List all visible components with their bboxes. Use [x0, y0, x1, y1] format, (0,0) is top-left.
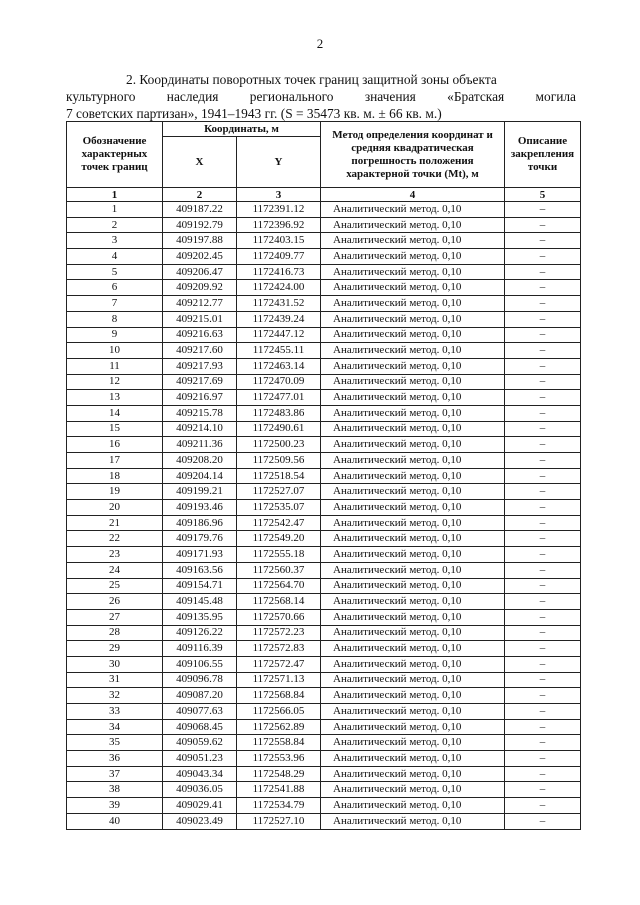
table-row — [67, 500, 581, 516]
description-cell: – — [505, 264, 581, 280]
x-coordinate: 409215.01 — [163, 311, 237, 327]
y-coordinate: 1172571.13 — [237, 672, 321, 688]
table-row — [67, 704, 581, 720]
table-row — [67, 578, 581, 594]
description-cell: – — [505, 766, 581, 782]
description-cell: – — [505, 735, 581, 751]
method-cell: Аналитический метод. 0,10 — [321, 374, 505, 390]
point-number: 38 — [67, 782, 163, 798]
description-cell: – — [505, 327, 581, 343]
y-coordinate: 1172509.56 — [237, 453, 321, 469]
y-coordinate: 1172477.01 — [237, 390, 321, 406]
method-cell: Аналитический метод. 0,10 — [321, 515, 505, 531]
method-cell: Аналитический метод. 0,10 — [321, 641, 505, 657]
point-number: 26 — [67, 594, 163, 610]
header-x: X — [163, 137, 237, 188]
column-number: 4 — [321, 188, 505, 202]
method-cell: Аналитический метод. 0,10 — [321, 264, 505, 280]
description-cell: – — [505, 547, 581, 563]
table-row — [67, 374, 581, 390]
description-cell: – — [505, 704, 581, 720]
method-cell: Аналитический метод. 0,10 — [321, 547, 505, 563]
y-coordinate: 1172470.09 — [237, 374, 321, 390]
x-coordinate: 409211.36 — [163, 437, 237, 453]
description-cell: – — [505, 515, 581, 531]
method-cell: Аналитический метод. 0,10 — [321, 437, 505, 453]
point-number: 22 — [67, 531, 163, 547]
x-coordinate: 409187.22 — [163, 202, 237, 218]
table-row — [67, 798, 581, 814]
x-coordinate: 409216.97 — [163, 390, 237, 406]
table-row — [67, 594, 581, 610]
x-coordinate: 409163.56 — [163, 562, 237, 578]
table-row — [67, 656, 581, 672]
x-coordinate: 409023.49 — [163, 813, 237, 829]
y-coordinate: 1172568.84 — [237, 688, 321, 704]
method-cell: Аналитический метод. 0,10 — [321, 202, 505, 218]
table-row — [67, 562, 581, 578]
method-cell: Аналитический метод. 0,10 — [321, 296, 505, 312]
x-coordinate: 409135.95 — [163, 609, 237, 625]
table-row — [67, 233, 581, 249]
method-cell: Аналитический метод. 0,10 — [321, 656, 505, 672]
description-cell: – — [505, 688, 581, 704]
description-cell: – — [505, 249, 581, 265]
description-cell: – — [505, 798, 581, 814]
description-cell: – — [505, 641, 581, 657]
method-cell: Аналитический метод. 0,10 — [321, 594, 505, 610]
x-coordinate: 409126.22 — [163, 625, 237, 641]
point-number: 20 — [67, 500, 163, 516]
point-number: 30 — [67, 656, 163, 672]
point-number: 6 — [67, 280, 163, 296]
method-cell: Аналитический метод. 0,10 — [321, 625, 505, 641]
description-cell: – — [505, 484, 581, 500]
header-y: Y — [237, 137, 321, 188]
table-row — [67, 484, 581, 500]
y-coordinate: 1172568.14 — [237, 594, 321, 610]
method-cell: Аналитический метод. 0,10 — [321, 766, 505, 782]
y-coordinate: 1172431.52 — [237, 296, 321, 312]
description-cell: – — [505, 782, 581, 798]
x-coordinate: 409106.55 — [163, 656, 237, 672]
method-cell: Аналитический метод. 0,10 — [321, 390, 505, 406]
point-number: 28 — [67, 625, 163, 641]
x-coordinate: 409216.63 — [163, 327, 237, 343]
table-row — [67, 217, 581, 233]
y-coordinate: 1172463.14 — [237, 358, 321, 374]
y-coordinate: 1172572.83 — [237, 641, 321, 657]
x-coordinate: 409171.93 — [163, 547, 237, 563]
point-number: 32 — [67, 688, 163, 704]
method-cell: Аналитический метод. 0,10 — [321, 813, 505, 829]
description-cell: – — [505, 421, 581, 437]
method-cell: Аналитический метод. 0,10 — [321, 719, 505, 735]
point-number: 27 — [67, 609, 163, 625]
x-coordinate: 409217.69 — [163, 374, 237, 390]
description-cell: – — [505, 531, 581, 547]
point-number: 34 — [67, 719, 163, 735]
table-row — [67, 751, 581, 767]
y-coordinate: 1172500.23 — [237, 437, 321, 453]
point-number: 15 — [67, 421, 163, 437]
x-coordinate: 409209.92 — [163, 280, 237, 296]
x-coordinate: 409204.14 — [163, 468, 237, 484]
method-cell: Аналитический метод. 0,10 — [321, 249, 505, 265]
table-row — [67, 672, 581, 688]
method-cell: Аналитический метод. 0,10 — [321, 798, 505, 814]
y-coordinate: 1172572.23 — [237, 625, 321, 641]
table-row — [67, 531, 581, 547]
table-row — [67, 468, 581, 484]
table-row — [67, 453, 581, 469]
coordinates-table — [66, 121, 581, 830]
point-number: 8 — [67, 311, 163, 327]
x-coordinate: 409202.45 — [163, 249, 237, 265]
description-cell: – — [505, 468, 581, 484]
point-number: 4 — [67, 249, 163, 265]
method-cell: Аналитический метод. 0,10 — [321, 453, 505, 469]
header-point: Обозначение характерных точек границ — [67, 122, 163, 188]
y-coordinate: 1172534.79 — [237, 798, 321, 814]
point-number: 11 — [67, 358, 163, 374]
x-coordinate: 409029.41 — [163, 798, 237, 814]
method-cell: Аналитический метод. 0,10 — [321, 280, 505, 296]
y-coordinate: 1172555.18 — [237, 547, 321, 563]
x-coordinate: 409193.46 — [163, 500, 237, 516]
table-row — [67, 343, 581, 359]
description-cell: – — [505, 437, 581, 453]
y-coordinate: 1172518.54 — [237, 468, 321, 484]
x-coordinate: 409217.60 — [163, 343, 237, 359]
y-coordinate: 1172572.47 — [237, 656, 321, 672]
description-cell: – — [505, 390, 581, 406]
table-body — [67, 202, 581, 830]
column-number: 2 — [163, 188, 237, 202]
method-cell: Аналитический метод. 0,10 — [321, 311, 505, 327]
method-cell: Аналитический метод. 0,10 — [321, 782, 505, 798]
x-coordinate: 409186.96 — [163, 515, 237, 531]
point-number: 2 — [67, 217, 163, 233]
point-number: 3 — [67, 233, 163, 249]
method-cell: Аналитический метод. 0,10 — [321, 217, 505, 233]
table-row — [67, 625, 581, 641]
x-coordinate: 409096.78 — [163, 672, 237, 688]
y-coordinate: 1172541.88 — [237, 782, 321, 798]
table-row — [67, 782, 581, 798]
table-row — [67, 202, 581, 218]
description-cell: – — [505, 358, 581, 374]
table-row — [67, 358, 581, 374]
y-coordinate: 1172424.00 — [237, 280, 321, 296]
y-coordinate: 1172455.11 — [237, 343, 321, 359]
method-cell: Аналитический метод. 0,10 — [321, 405, 505, 421]
description-cell: – — [505, 296, 581, 312]
table-row — [67, 249, 581, 265]
point-number: 23 — [67, 547, 163, 563]
x-coordinate: 409217.93 — [163, 358, 237, 374]
header-coordinates: Координаты, м — [163, 122, 321, 137]
description-cell: – — [505, 751, 581, 767]
method-cell: Аналитический метод. 0,10 — [321, 358, 505, 374]
table-row — [67, 641, 581, 657]
point-number: 1 — [67, 202, 163, 218]
y-coordinate: 1172560.37 — [237, 562, 321, 578]
point-number: 14 — [67, 405, 163, 421]
y-coordinate: 1172396.92 — [237, 217, 321, 233]
table-row — [67, 421, 581, 437]
method-cell: Аналитический метод. 0,10 — [321, 500, 505, 516]
point-number: 31 — [67, 672, 163, 688]
method-cell: Аналитический метод. 0,10 — [321, 468, 505, 484]
point-number: 36 — [67, 751, 163, 767]
point-number: 16 — [67, 437, 163, 453]
y-coordinate: 1172447.12 — [237, 327, 321, 343]
point-number: 7 — [67, 296, 163, 312]
document-heading — [66, 71, 576, 122]
point-number: 21 — [67, 515, 163, 531]
column-number: 5 — [505, 188, 581, 202]
x-coordinate: 409197.88 — [163, 233, 237, 249]
table-row — [67, 609, 581, 625]
x-coordinate: 409087.20 — [163, 688, 237, 704]
description-cell: – — [505, 280, 581, 296]
x-coordinate: 409036.05 — [163, 782, 237, 798]
table-row — [67, 547, 581, 563]
description-cell: – — [505, 719, 581, 735]
table-row — [67, 719, 581, 735]
description-cell: – — [505, 217, 581, 233]
point-number: 40 — [67, 813, 163, 829]
y-coordinate: 1172490.61 — [237, 421, 321, 437]
point-number: 12 — [67, 374, 163, 390]
description-cell: – — [505, 202, 581, 218]
heading-line-3: 7 советских партизан», 1941–1943 гг. (S = 35473 кв. м. ± 66 кв. м.) — [66, 106, 442, 121]
point-number: 33 — [67, 704, 163, 720]
table-row — [67, 264, 581, 280]
point-number: 35 — [67, 735, 163, 751]
y-coordinate: 1172566.05 — [237, 704, 321, 720]
table-row — [67, 405, 581, 421]
y-coordinate: 1172439.24 — [237, 311, 321, 327]
y-coordinate: 1172403.15 — [237, 233, 321, 249]
x-coordinate: 409206.47 — [163, 264, 237, 280]
description-cell: – — [505, 311, 581, 327]
point-number: 29 — [67, 641, 163, 657]
x-coordinate: 409199.21 — [163, 484, 237, 500]
method-cell: Аналитический метод. 0,10 — [321, 672, 505, 688]
description-cell: – — [505, 813, 581, 829]
description-cell: – — [505, 233, 581, 249]
point-number: 24 — [67, 562, 163, 578]
description-cell: – — [505, 500, 581, 516]
header-method: Метод определения координат и средняя квадратическая погрешность положения характерной точки (Mt), м — [321, 122, 505, 188]
column-number: 1 — [67, 188, 163, 202]
description-cell: – — [505, 672, 581, 688]
y-coordinate: 1172558.84 — [237, 735, 321, 751]
column-number: 3 — [237, 188, 321, 202]
x-coordinate: 409059.62 — [163, 735, 237, 751]
method-cell: Аналитический метод. 0,10 — [321, 609, 505, 625]
table-row — [67, 390, 581, 406]
method-cell: Аналитический метод. 0,10 — [321, 578, 505, 594]
x-coordinate: 409068.45 — [163, 719, 237, 735]
method-cell: Аналитический метод. 0,10 — [321, 562, 505, 578]
y-coordinate: 1172535.07 — [237, 500, 321, 516]
y-coordinate: 1172548.29 — [237, 766, 321, 782]
x-coordinate: 409214.10 — [163, 421, 237, 437]
point-number: 19 — [67, 484, 163, 500]
y-coordinate: 1172483.86 — [237, 405, 321, 421]
table-row — [67, 688, 581, 704]
x-coordinate: 409077.63 — [163, 704, 237, 720]
x-coordinate: 409192.79 — [163, 217, 237, 233]
description-cell: – — [505, 405, 581, 421]
y-coordinate: 1172570.66 — [237, 609, 321, 625]
description-cell: – — [505, 609, 581, 625]
point-number: 9 — [67, 327, 163, 343]
table-row — [67, 280, 581, 296]
description-cell: – — [505, 562, 581, 578]
table-row — [67, 735, 581, 751]
x-coordinate: 409043.34 — [163, 766, 237, 782]
y-coordinate: 1172564.70 — [237, 578, 321, 594]
x-coordinate: 409154.71 — [163, 578, 237, 594]
x-coordinate: 409208.20 — [163, 453, 237, 469]
table-row — [67, 296, 581, 312]
description-cell: – — [505, 656, 581, 672]
table-row — [67, 437, 581, 453]
header-description: Описание закрепления точки — [505, 122, 581, 188]
y-coordinate: 1172553.96 — [237, 751, 321, 767]
x-coordinate: 409051.23 — [163, 751, 237, 767]
point-number: 5 — [67, 264, 163, 280]
method-cell: Аналитический метод. 0,10 — [321, 751, 505, 767]
point-number: 25 — [67, 578, 163, 594]
point-number: 37 — [67, 766, 163, 782]
x-coordinate: 409145.48 — [163, 594, 237, 610]
y-coordinate: 1172542.47 — [237, 515, 321, 531]
y-coordinate: 1172562.89 — [237, 719, 321, 735]
description-cell: – — [505, 578, 581, 594]
table-row — [67, 311, 581, 327]
description-cell: – — [505, 374, 581, 390]
point-number: 13 — [67, 390, 163, 406]
table-row — [67, 766, 581, 782]
description-cell: – — [505, 594, 581, 610]
method-cell: Аналитический метод. 0,10 — [321, 327, 505, 343]
x-coordinate: 409215.78 — [163, 405, 237, 421]
method-cell: Аналитический метод. 0,10 — [321, 704, 505, 720]
description-cell: – — [505, 453, 581, 469]
method-cell: Аналитический метод. 0,10 — [321, 343, 505, 359]
point-number: 18 — [67, 468, 163, 484]
y-coordinate: 1172527.10 — [237, 813, 321, 829]
method-cell: Аналитический метод. 0,10 — [321, 421, 505, 437]
description-cell: – — [505, 343, 581, 359]
x-coordinate: 409179.76 — [163, 531, 237, 547]
y-coordinate: 1172549.20 — [237, 531, 321, 547]
heading-line-2: культурного наследия регионального значения «Братская могила — [66, 89, 576, 104]
method-cell: Аналитический метод. 0,10 — [321, 735, 505, 751]
method-cell: Аналитический метод. 0,10 — [321, 484, 505, 500]
page-number: 2 — [316, 36, 324, 51]
heading-line-1: 2. Координаты поворотных точек границ защитной зоны объекта — [126, 72, 497, 87]
table-row — [67, 813, 581, 829]
y-coordinate: 1172527.07 — [237, 484, 321, 500]
description-cell: – — [505, 625, 581, 641]
x-coordinate: 409212.77 — [163, 296, 237, 312]
method-cell: Аналитический метод. 0,10 — [321, 531, 505, 547]
point-number: 39 — [67, 798, 163, 814]
point-number: 10 — [67, 343, 163, 359]
y-coordinate: 1172391.12 — [237, 202, 321, 218]
y-coordinate: 1172416.73 — [237, 264, 321, 280]
method-cell: Аналитический метод. 0,10 — [321, 688, 505, 704]
table-row — [67, 327, 581, 343]
y-coordinate: 1172409.77 — [237, 249, 321, 265]
method-cell: Аналитический метод. 0,10 — [321, 233, 505, 249]
x-coordinate: 409116.39 — [163, 641, 237, 657]
table-row — [67, 515, 581, 531]
point-number: 17 — [67, 453, 163, 469]
